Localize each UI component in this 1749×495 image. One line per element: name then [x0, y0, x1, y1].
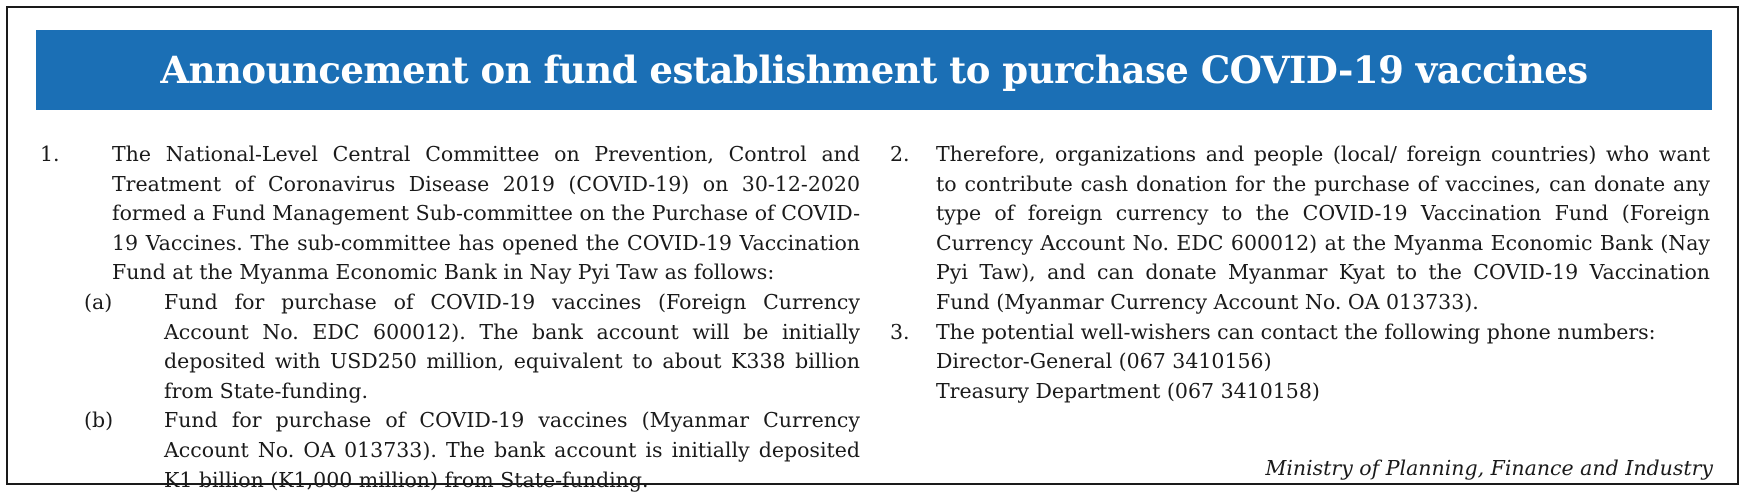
- item-2-text: Therefore, organizations and people (local/ foreign countries) who want to contribute cash donation for the purchase of vaccines, can donate any type of foreign currency to the COVID-19 Vaccination Fund (Foreign Currency Account No. EDC 600012) at the Myanma Economic Bank (Nay Pyi Taw), and can donate Myanmar Kyat to the COVID-19 Vaccination Fund (Myanmar Currency Account No. OA 013733).: [936, 142, 1710, 314]
- contact-director-general: Director-General (067 3410156): [936, 349, 1272, 374]
- page-title: Announcement on fund establishment to purchase COVID-19 vaccines: [160, 48, 1588, 92]
- item-1-text: The National-Level Central Committee on Prevention, Control and Treatment of Coronavirus Disease 2019 (COVID-19) on 30-12-2020 formed a Fund Management Sub-committee on the Purchase of COVID-19 Vaccines. The sub-committee has opened the COVID-19 Vaccination Fund at the Myanma Economic Bank in Nay Pyi Taw as follows:: [112, 142, 860, 285]
- subitem-a-text: Fund for purchase of COVID-19 vaccines (Foreign Currency Account No. EDC 600012). The bank account will be initially deposited with USD250 million, equivalent to about K338 billion from State-funding.: [164, 289, 860, 403]
- contact-treasury-department: Treasury Department (067 3410158): [936, 378, 1320, 403]
- item-3: [890, 318, 1710, 348]
- right-column: [890, 140, 1710, 406]
- subitem-b-label: (b): [84, 408, 114, 433]
- item-3-text: The potential well-wishers can contact the following phone numbers:: [936, 319, 1656, 344]
- item-1-number: 1.: [40, 142, 60, 166]
- title-banner: [36, 30, 1712, 110]
- item-3-number: 3.: [890, 319, 910, 344]
- item-2: [890, 140, 1710, 318]
- item-1: [40, 140, 860, 288]
- contact-list: [890, 347, 1710, 406]
- left-column: [40, 140, 860, 495]
- subitem-a: [40, 288, 860, 406]
- subitem-b-text: Fund for purchase of COVID-19 vaccines (Myanmar Currency Account No. OA 013733). The bank account is initially deposited K1 billion (K1,000 million) from State-funding.: [164, 408, 860, 492]
- signature: Ministry of Planning, Finance and Industry: [1265, 456, 1713, 480]
- subitem-a-label: (a): [84, 289, 113, 314]
- item-2-number: 2.: [890, 142, 910, 166]
- subitem-b: [40, 406, 860, 495]
